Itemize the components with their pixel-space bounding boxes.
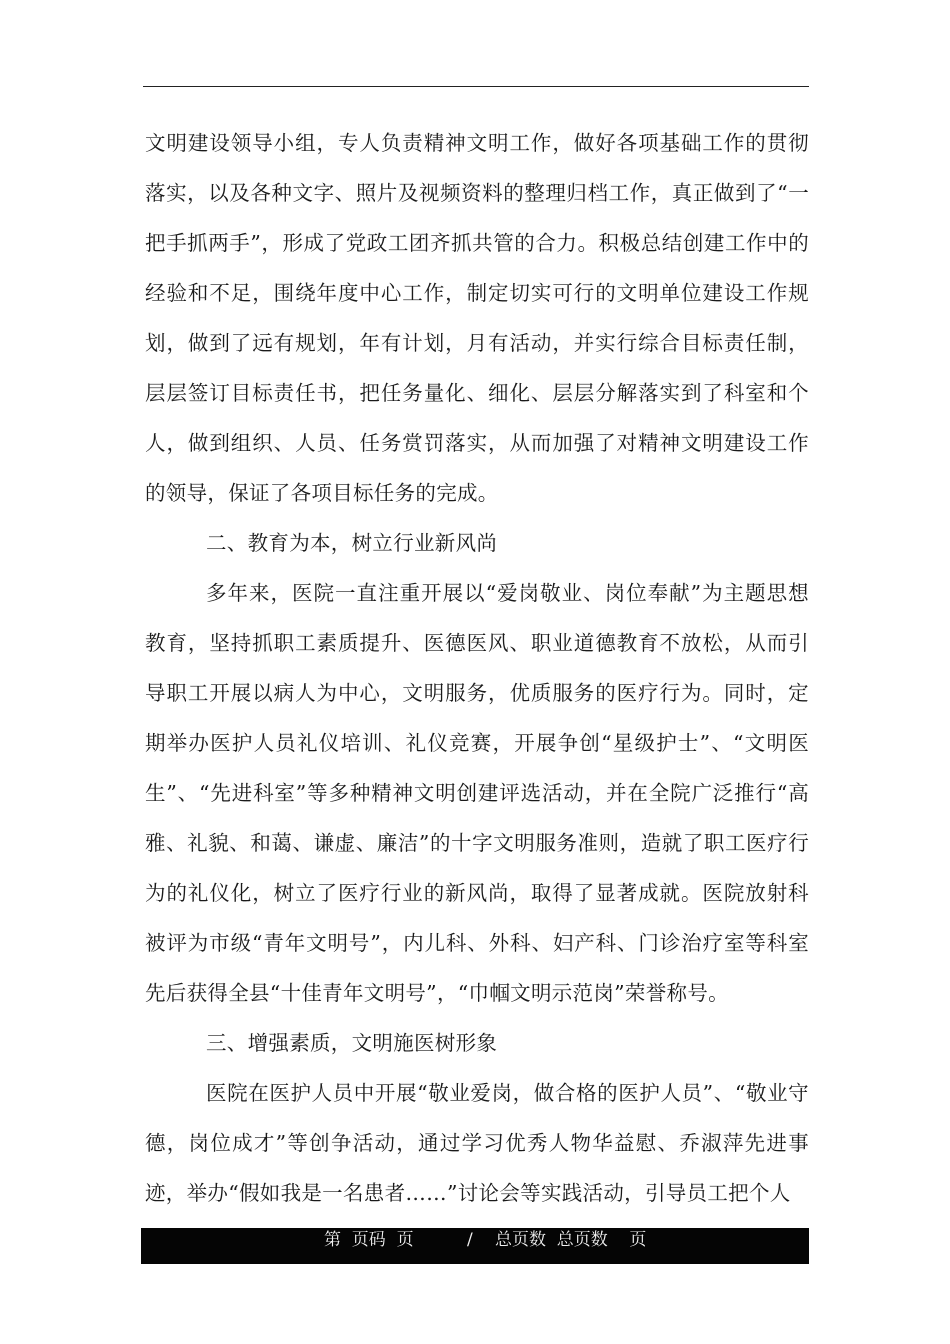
page-number-label: 第 页码 页 — [324, 1230, 414, 1250]
paragraph-leadership: 文明建设领导小组，专人负责精神文明工作，做好各项基础工作的贯彻落实，以及各种文字、照片及视频资料的整理归档工作，真正做到了“一把手抓两手”，形成了党政工团齐抓共管的合力。积极总结创建工作中的经验和不足，围绕年度中心工作，制定切实可行的文明单位建设工作规划，做到了远有规划，年有计划，月有活动，并实行综合目标责任制，层层签订目标责任书，把任务量化、细化、层层分解落实到了科室和个人，做到组织、人员、任务赏罚落实，从而加强了对精神文明建设工作的领导，保证了各项目标任务的完成。 — [145, 131, 809, 505]
page-separator: / — [467, 1230, 473, 1250]
paragraph-education: 多年来，医院一直注重开展以“爱岗敬业、岗位奉献”为主题思想教育，坚持抓职工素质提升、医德医风、职业道德教育不放松，从而引导职工开展以病人为中心，文明服务，优质服务的医疗行为。同时，定期举办医护人员礼仪培训、礼仪竞赛，开展争创“星级护士”、“文明医生”、“先进科室”等多种精神文明创建评选活动，并在全院广泛推行“高雅、礼貌、和蔼、谦虚、廉洁”的十字文明服务准则，造就了职工医疗行为的礼仪化，树立了医疗行业的新风尚，取得了显著成就。医院放射科被评为市级“青年文明号”，内儿科、外科、妇产科、门诊治疗室等科室先后获得全县“十佳青年文明号”，“巾帼文明示范岗”荣誉称号。 — [145, 581, 809, 1005]
page-footer — [141, 1228, 809, 1264]
header-rule — [143, 86, 809, 87]
paragraph-quality: 医院在医护人员中开展“敬业爱岗，做合格的医护人员”、“敬业守德，岗位成才”等创争活动，通过学习优秀人物华益慰、乔淑萍先进事迹，举办“假如我是一名患者……”讨论会等实践活动，引导员工把个人 — [145, 1081, 809, 1205]
document-body — [145, 118, 809, 1218]
section-heading-quality: 三、增强素质，文明施医树形象 — [206, 1031, 498, 1055]
section-heading-education: 二、教育为本，树立行业新风尚 — [206, 531, 498, 555]
total-pages-label: 总页数 总页数 页 — [495, 1230, 647, 1250]
